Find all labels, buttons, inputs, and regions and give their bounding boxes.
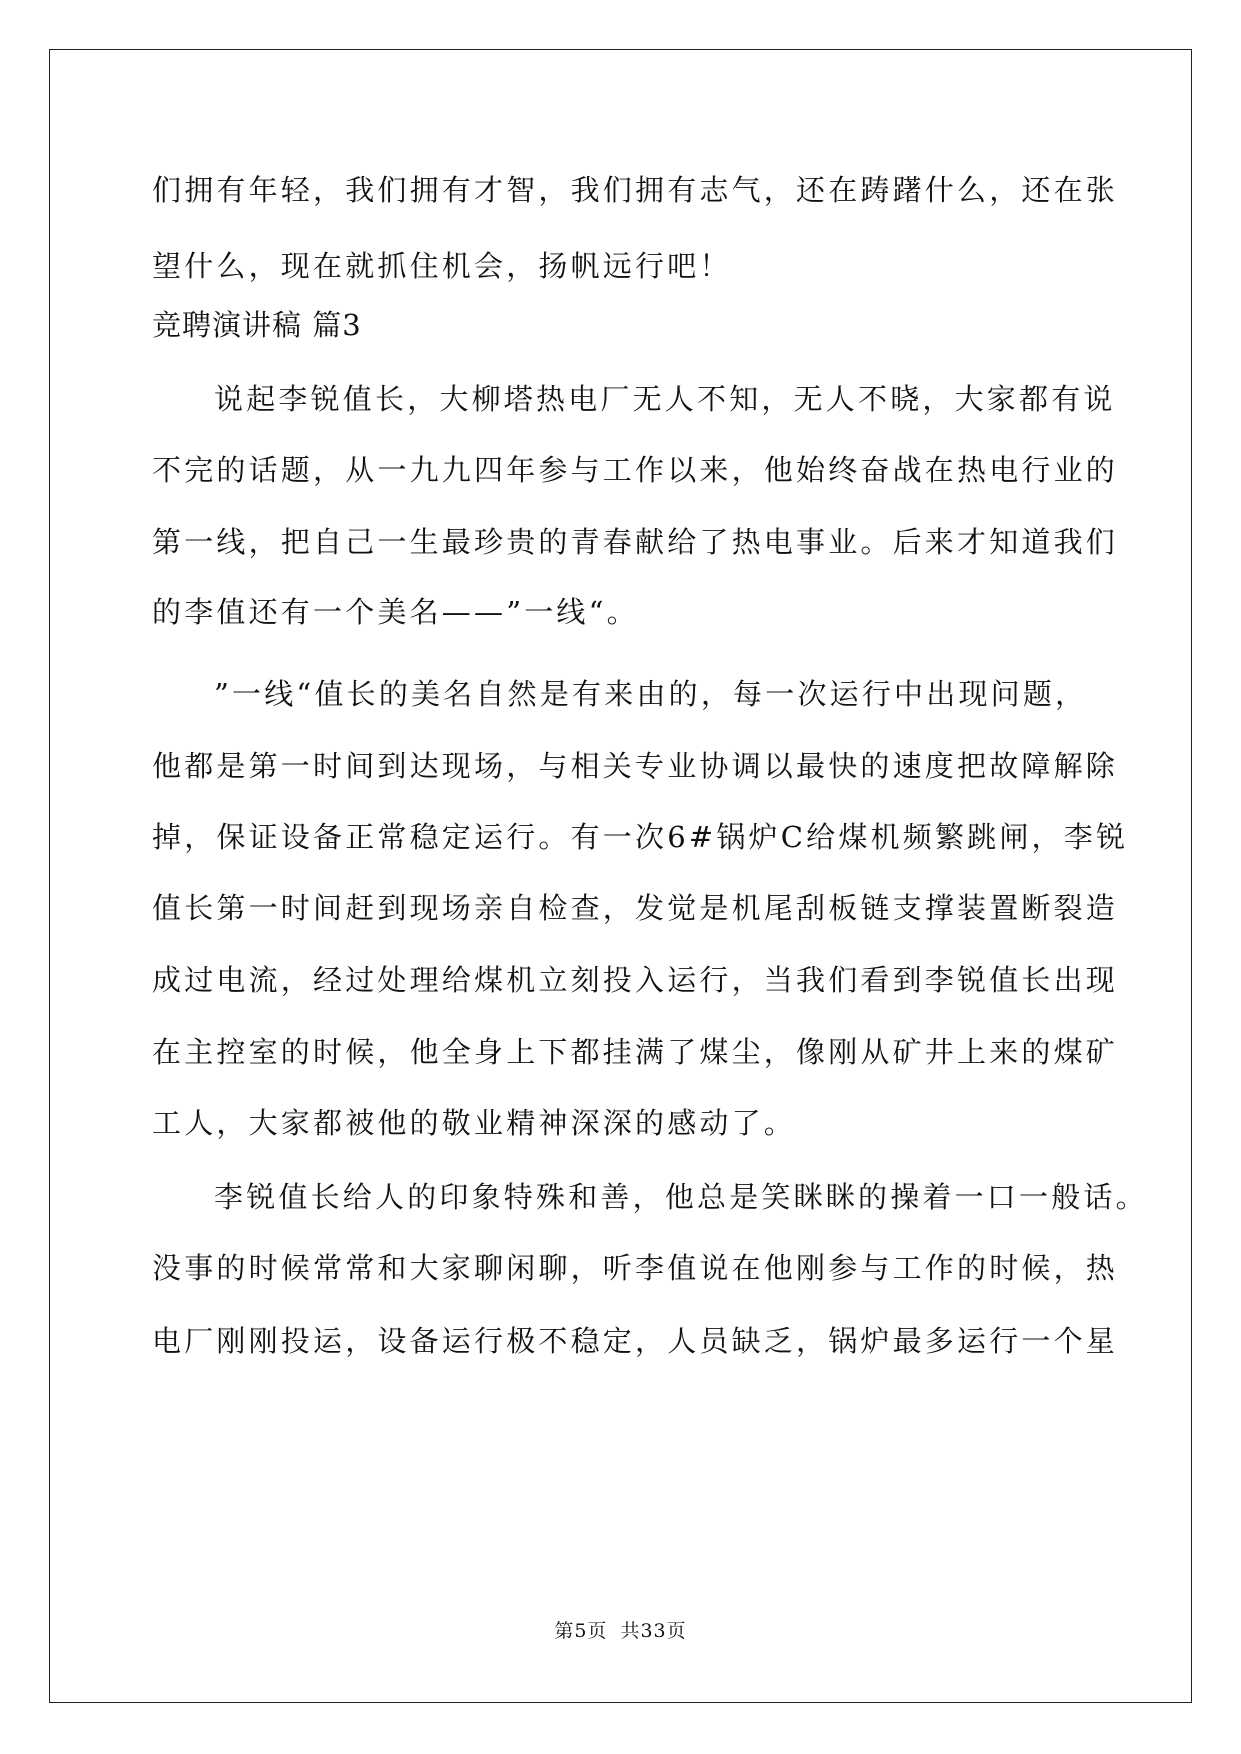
text-line: 的李值还有一个美名——”一线“。 — [152, 595, 639, 629]
text-line: 第一线，把自己一生最珍贵的青春献给了热电事业。后来才知道我们 — [152, 525, 1119, 559]
section-heading: 竞聘演讲稿 篇3 — [152, 308, 362, 342]
text-line: 工人，大家都被他的敬业精神深深的感动了。 — [152, 1106, 797, 1140]
text-line: 们拥有年轻，我们拥有才智，我们拥有志气，还在踌躇什么，还在张 — [152, 173, 1119, 207]
text-line: 李锐值长给人的印象特殊和善，他总是笑眯眯的操着一口一般话。 — [214, 1180, 1148, 1214]
text-line: ”一线“值长的美名自然是有来由的，每一次运行中出现问题， — [214, 677, 1088, 711]
text-line: 值长第一时间赶到现场亲自检查，发觉是机尾刮板链支撑装置断裂造 — [152, 891, 1119, 925]
text-line: 望什么，现在就抓住机会，扬帆远行吧！ — [152, 249, 732, 283]
text-line: 他都是第一时间到达现场，与相关专业协调以最快的速度把故障解除 — [152, 749, 1119, 783]
text-line: 在主控室的时候，他全身上下都挂满了煤尘，像刚从矿井上来的煤矿 — [152, 1035, 1119, 1069]
page-total: 共33页 — [620, 1620, 687, 1642]
text-line: 没事的时候常常和大家聊闲聊，听李值说在他刚参与工作的时候，热 — [152, 1251, 1119, 1285]
text-line: 成过电流，经过处理给煤机立刻投入运行，当我们看到李锐值长出现 — [152, 963, 1119, 997]
page-border — [49, 49, 1192, 1703]
page-number: 第5页 — [554, 1620, 608, 1642]
text-line: 不完的话题，从一九九四年参与工作以来，他始终奋战在热电行业的 — [152, 453, 1119, 487]
text-line: 电厂刚刚投运，设备运行极不稳定，人员缺乏，锅炉最多运行一个星 — [152, 1324, 1119, 1358]
page-footer — [0, 1616, 1241, 1643]
text-line: 说起李锐值长，大柳塔热电厂无人不知，无人不晓，大家都有说 — [214, 382, 1116, 416]
text-line: 掉，保证设备正常稳定运行。有一次6#锅炉C给煤机频繁跳闸，李锐 — [152, 820, 1129, 854]
